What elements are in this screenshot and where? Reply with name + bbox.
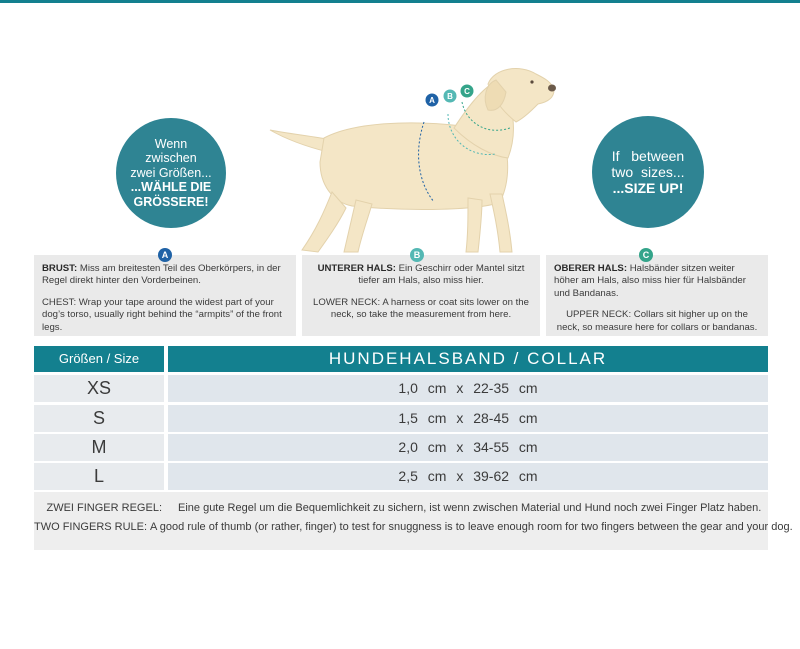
collar-value-cell: 2,0 cm x 34-55 cm [168,434,768,461]
bubble-de-line5: GRÖSSERE! [133,194,209,209]
chest-measure-box [34,255,296,336]
lower-neck-measure-box [302,255,540,336]
size-cell: S [34,405,164,432]
lower-neck-en-text: A harness or coat sits lower on the neck, so take the measurement from here. [330,296,529,321]
lower-neck-en-label: LOWER NECK: [313,296,381,308]
bubble-en-line1: If between [611,147,685,164]
lower-neck-de-text: Ein Geschirr oder Mantel sitzt tiefer am Hals, also miss hier. [358,263,525,287]
bubble-en-line2: two sizes... [611,163,685,180]
chest-en-label: CHEST: [42,296,77,308]
rule-en-label: TWO FINGERS RULE: [34,521,148,533]
chest-de-label: BRUST: [42,263,78,274]
size-column-header: Größen / Size [34,346,164,372]
chest-en-text: Wrap your tape around the widest part of your dog’s torso, usually right behind the “armpits” of the front legs. [42,296,282,333]
two-finger-rule-box [34,492,793,550]
lower-neck-marker-badge: B [410,248,424,262]
rule-en-text: A good rule of thumb (or rather, finger) to test for snuggness is to leave enough room for two fingers between the gear and your dog. [150,521,793,533]
upper-neck-de-text: Halsbänder sitzen weiter höher am Hals, also miss hier für Halsbänder und Bandanas. [554,263,746,299]
bubble-de-line4: ...WÄHLE DIE [130,180,212,195]
dog-marker-a: A [429,96,435,105]
size-cell: XS [34,375,164,402]
rule-de-label: ZWEI FINGER REGEL: [46,502,162,514]
top-accent-bar [0,0,800,3]
upper-neck-en-label: UPPER NECK: [566,309,632,321]
collar-value-cell: 1,0 cm x 22-35 cm [168,375,768,402]
size-cell: L [34,463,164,490]
table-row [34,434,768,461]
table-row [34,463,768,490]
size-tip-bubble-en [592,116,704,228]
upper-neck-en-text: Collars sit higher up on the neck, so measure here for collars or bandanas. [556,309,758,333]
table-row [34,375,768,402]
collar-value-cell: 2,5 cm x 39-62 cm [168,463,768,490]
dog-marker-b: B [447,92,453,101]
table-row [34,405,768,432]
chest-de-text: Miss am breitesten Teil des Oberkörpers, in der Regel direkt hinter den Vorderbeinen. [42,263,281,287]
size-tip-bubble-de [116,118,226,228]
collar-column-header: HUNDEHALSBAND / COLLAR [168,346,768,372]
upper-neck-de-label: OBERER HALS: [554,263,628,274]
bubble-de-line2: zwischen [145,151,197,166]
chest-marker-badge: A [158,248,172,262]
dog-illustration [262,62,562,258]
dog-marker-c: C [464,87,470,96]
size-cell: M [34,434,164,461]
collar-value-cell: 1,5 cm x 28-45 cm [168,405,768,432]
bubble-de-line1: Wenn [154,137,188,152]
rule-de-text: Eine gute Regel um die Bequemlichkeit zu sichern, ist wenn zwischen Material und Hund noch zwei Finger Platz haben. [178,502,762,514]
bubble-de-line3: zwei Größen... [130,165,212,180]
upper-neck-measure-box [546,255,768,336]
bubble-en-line3: ...SIZE UP! [612,180,684,197]
lower-neck-de-label: UNTERER HALS: [317,263,396,274]
upper-neck-marker-badge: C [639,248,653,262]
